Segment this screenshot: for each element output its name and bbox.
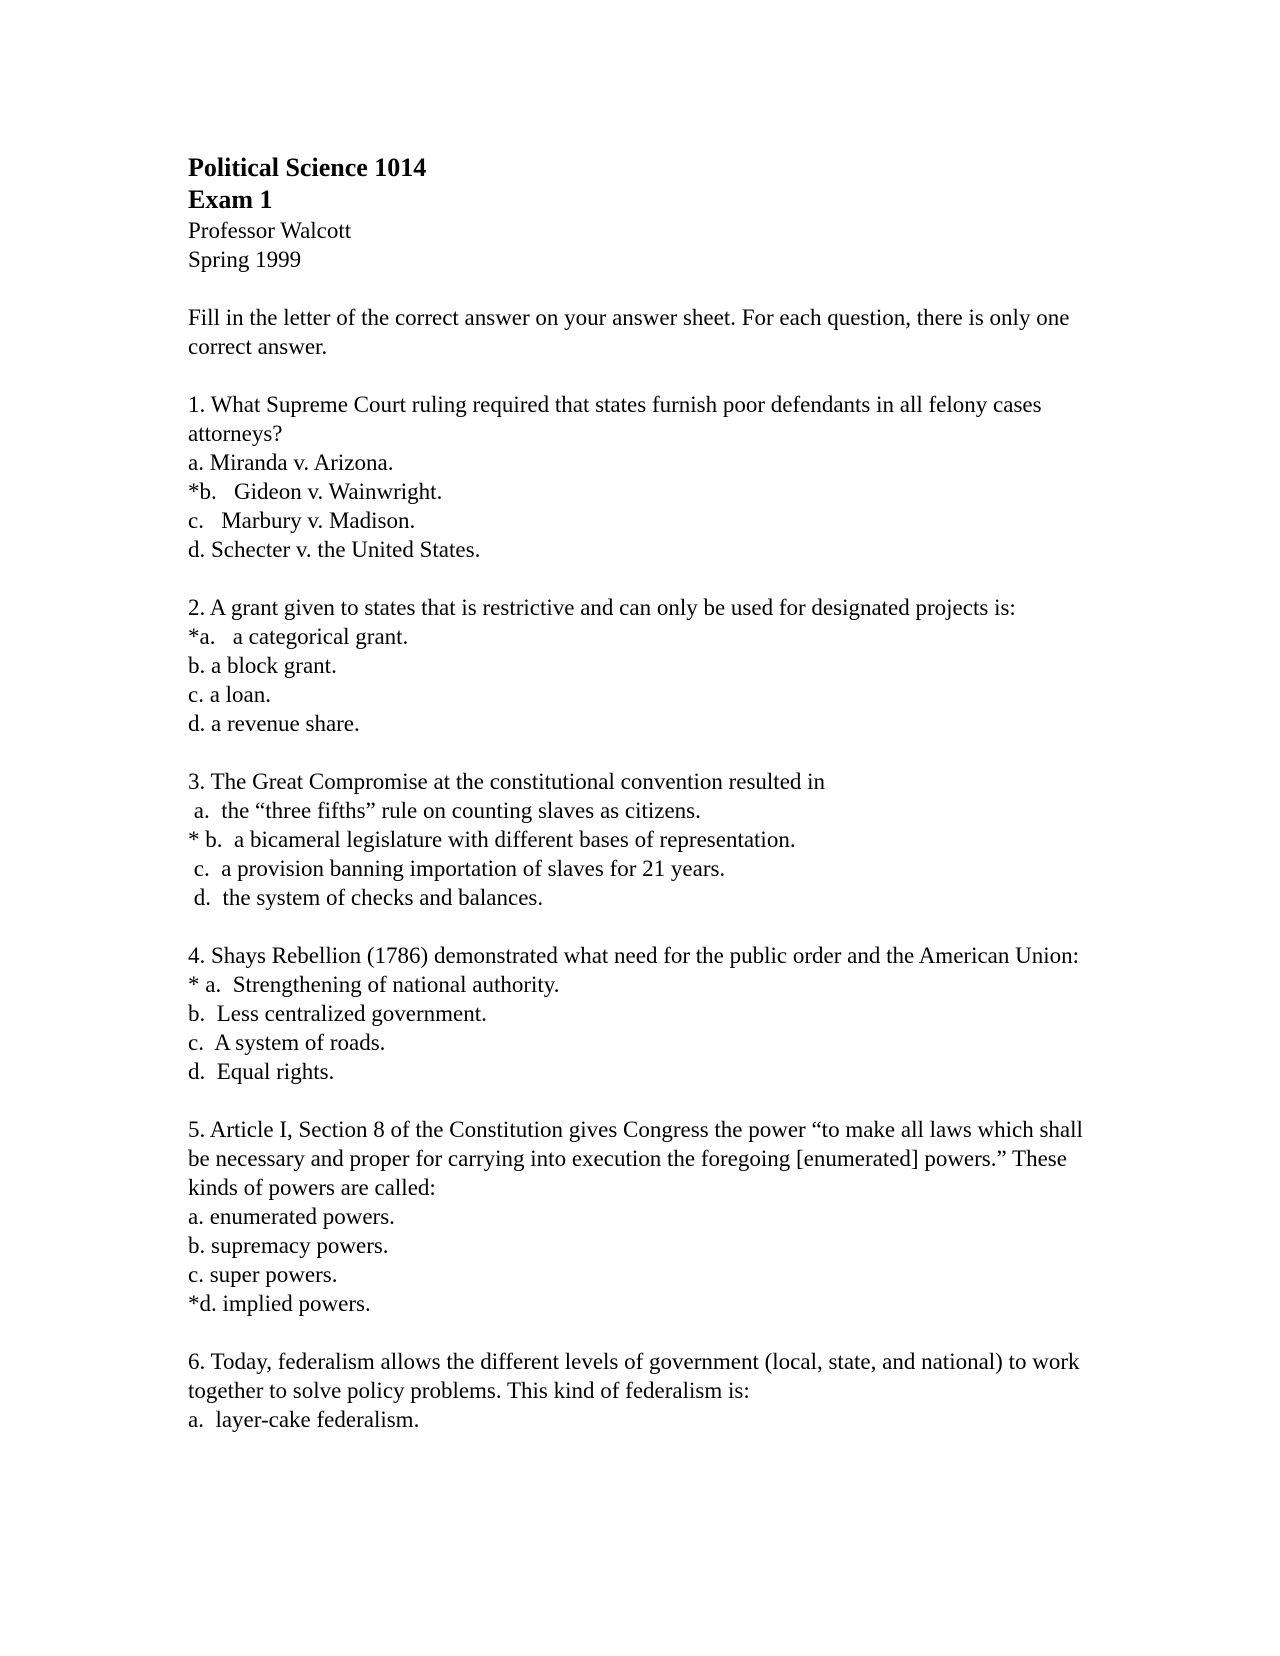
question-text: 6. Today, federalism allows the different levels of government (local, state, and national) to work together to solve policy problems. This kind of federalism is: bbox=[188, 1349, 1080, 1403]
answer-option: c. super powers. bbox=[188, 1262, 338, 1287]
question-text: 3. The Great Compromise at the constitutional convention resulted in bbox=[188, 769, 826, 794]
question-2 bbox=[188, 593, 1108, 738]
answer-option: b. a block grant. bbox=[188, 653, 337, 678]
exam-header bbox=[188, 152, 1108, 274]
answer-option: a. the “three fifths” rule on counting slaves as citizens. bbox=[188, 798, 701, 823]
question-5 bbox=[188, 1115, 1108, 1318]
exam-title: Exam 1 bbox=[188, 185, 273, 214]
exam-term: Spring 1999 bbox=[188, 247, 302, 272]
course-title: Political Science 1014 bbox=[188, 153, 427, 182]
professor-name: Professor Walcott bbox=[188, 218, 352, 243]
answer-option-correct: *a. a categorical grant. bbox=[188, 624, 409, 649]
question-3 bbox=[188, 767, 1108, 912]
answer-option-correct: *b. Gideon v. Wainwright. bbox=[188, 479, 443, 504]
question-6 bbox=[188, 1347, 1108, 1434]
answer-option: a. Miranda v. Arizona. bbox=[188, 450, 394, 475]
question-text: 4. Shays Rebellion (1786) demonstrated what need for the public order and the American Union: bbox=[188, 943, 1080, 968]
answer-option: d. Equal rights. bbox=[188, 1059, 335, 1084]
question-1 bbox=[188, 390, 1108, 564]
answer-option: d. a revenue share. bbox=[188, 711, 360, 736]
answer-option: d. the system of checks and balances. bbox=[188, 885, 544, 910]
answer-option: b. supremacy powers. bbox=[188, 1233, 389, 1258]
instructions: Fill in the letter of the correct answer on your answer sheet. For each question, there is only one correct answer. bbox=[188, 305, 1070, 359]
answer-option: a. layer-cake federalism. bbox=[188, 1407, 420, 1432]
question-text: 2. A grant given to states that is restrictive and can only be used for designated projects is: bbox=[188, 595, 1016, 620]
answer-option: c. a loan. bbox=[188, 682, 272, 707]
question-text: 5. Article I, Section 8 of the Constitution gives Congress the power “to make all laws which shall be necessary and proper for carrying into execution the foregoing [enumerated] powers.” These kinds of powers are called: bbox=[188, 1117, 1083, 1200]
answer-option: c. Marbury v. Madison. bbox=[188, 508, 416, 533]
exam-content bbox=[188, 152, 1108, 1434]
question-4 bbox=[188, 941, 1108, 1086]
answer-option: c. A system of roads. bbox=[188, 1030, 386, 1055]
answer-option-correct: *d. implied powers. bbox=[188, 1291, 371, 1316]
answer-option: d. Schecter v. the United States. bbox=[188, 537, 481, 562]
answer-option: a. enumerated powers. bbox=[188, 1204, 395, 1229]
answer-option-correct: * b. a bicameral legislature with different bases of representation. bbox=[188, 827, 796, 852]
question-text: 1. What Supreme Court ruling required that states furnish poor defendants in all felony cases attorneys? bbox=[188, 392, 1042, 446]
answer-option: b. Less centralized government. bbox=[188, 1001, 487, 1026]
answer-option: c. a provision banning importation of slaves for 21 years. bbox=[188, 856, 726, 881]
answer-option-correct: * a. Strengthening of national authority. bbox=[188, 972, 560, 997]
